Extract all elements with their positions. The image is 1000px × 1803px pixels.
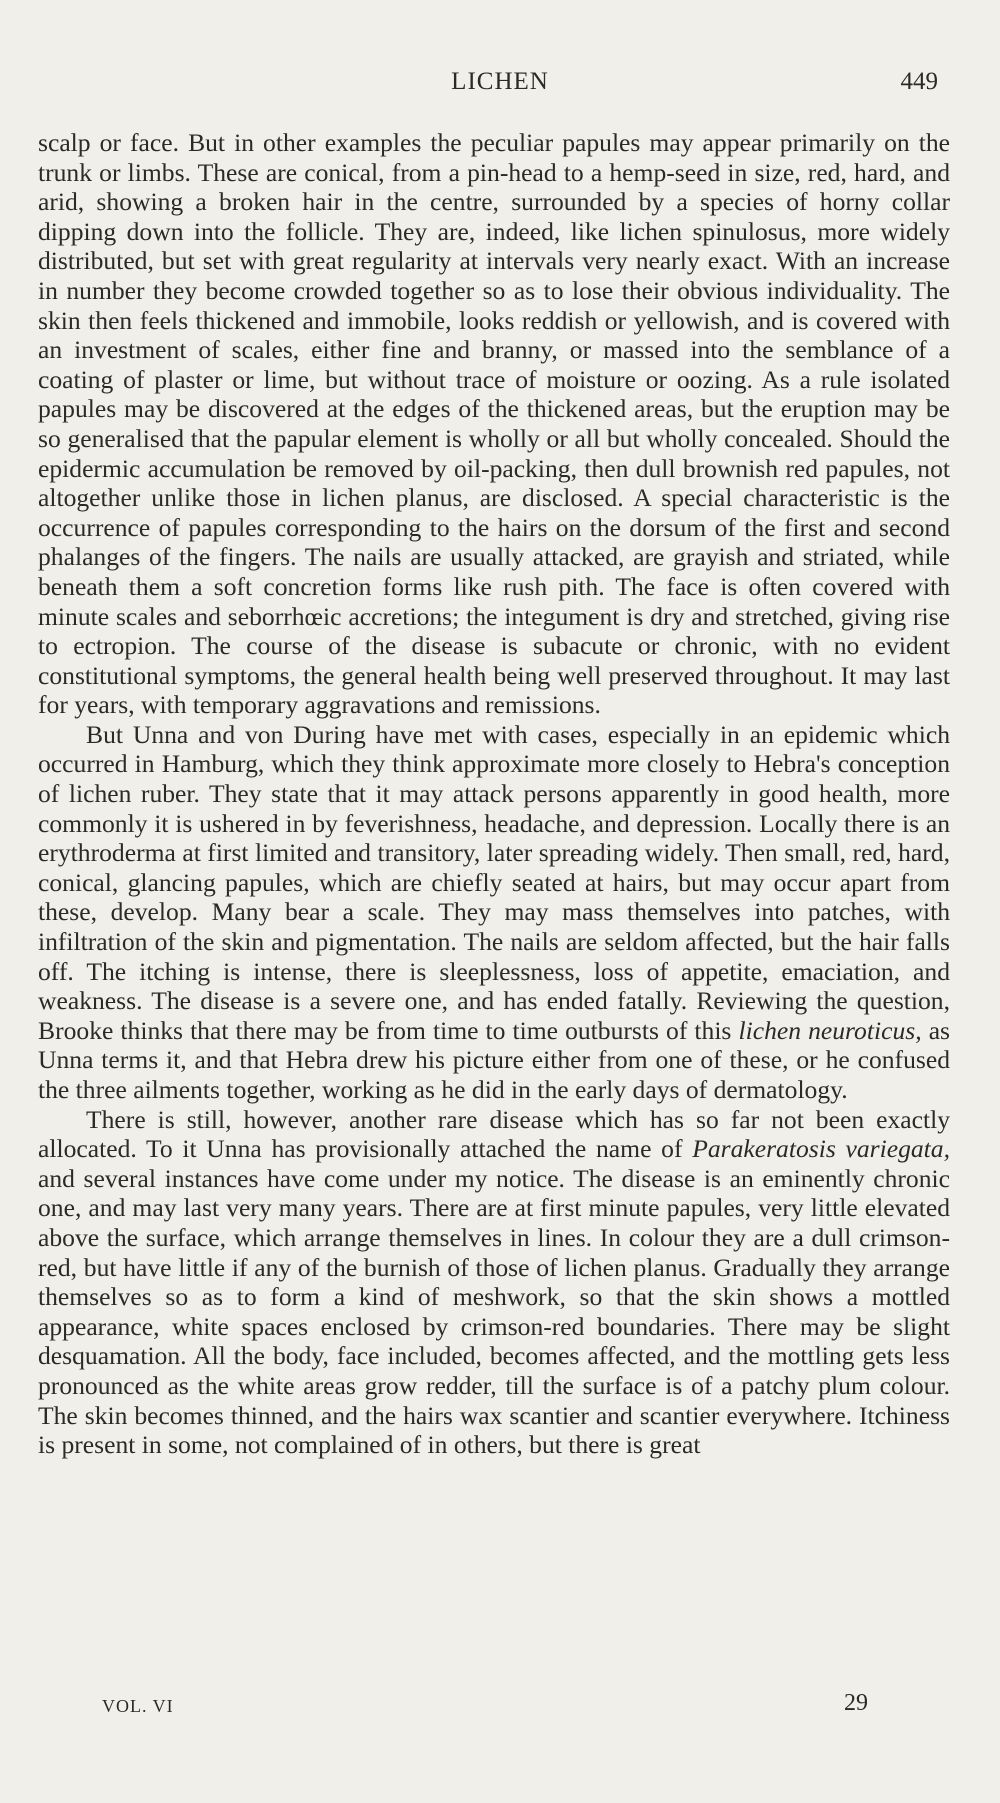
paragraph	[38, 720, 950, 1105]
running-title: LICHEN	[451, 68, 549, 95]
signature-mark: 29	[844, 1690, 868, 1716]
text-run: There is still, however, another rare disease which has so far not been exactly allocated. To it Unna has provisionally attached the name of	[38, 1104, 950, 1164]
text-run: as Unna terms it, and that Hebra drew his picture either from one of these, or he confused the three ailments together, working as he did in the early days of dermatology.	[38, 1015, 951, 1104]
volume-label: VOL. VI	[102, 1696, 174, 1716]
running-head	[0, 68, 1000, 104]
paragraph	[38, 128, 950, 720]
page-footer	[0, 1690, 1000, 1720]
page-number: 449	[900, 68, 938, 95]
text-run: and several instances have come under my notice. The disease is an eminently chronic one, and may last very many years. There are at first minute papules, very little elevated above the surface, which arrange themselves in lines. In colour they are a dull crimson-red, but have little if any of the burnish of those of lichen planus. Gradually they arrange themselves so as to form a kind of meshwork, so that the skin shows a mottled appearance, white spaces enclosed by crimson-red boundaries. There may be slight desquamation. All the body, face included, becomes affected, and the mottling gets less pronounced as the white areas grow redder, till the surface is of a patchy plum colour. The skin becomes thinned, and the hairs wax scantier and scantier everywhere. Itchiness is present in some, not complained of in others, but there is great	[38, 1163, 950, 1460]
text-run: scalp or face. But in other examples the peculiar papules may appear primarily on the trunk or limbs. These are conical, from a pin-head to a hemp-seed in size, red, hard, and arid, showing a broken hair in the centre, surrounded by a species of horny collar dipping down into the follicle. They are, indeed, like lichen spinulosus, more widely distributed, but set with great regularity at intervals very nearly exact. With an increase in number they become crowded together so as to lose their obvious individuality. The skin then feels thickened and immobile, looks reddish or yellowish, and is covered with an investment of scales, either fine and branny, or massed into the semblance of a coating of plaster or lime, but without trace of moisture or oozing. As a rule isolated papules may be discovered at the edges of the thickened areas, but the eruption may be so generalised that the papular element is wholly or all but wholly concealed. Should the epidermic accumulation be removed by oil-packing, then dull brownish red papules, not altogether unlike those in lichen planus, are disclosed. A special characteristic is the occurrence of papules corresponding to the hairs on the dorsum of the first and second phalanges of the fingers. The nails are usually attacked, are grayish and striated, while beneath them a soft concretion forms like rush pith. The face is often covered with minute scales and seborrhœic accretions; the integument is dry and stretched, giving rise to ectropion. The course of the disease is subacute or chronic, with no evident constitutional symptoms, the general health being well preserved throughout. It may last for years, with temporary aggravations and remissions.	[38, 128, 950, 720]
text-run: But Unna and von During have met with cases, especially in an epidemic which occurred in Hamburg, which they think approximate more closely to Hebra's conception of lichen ruber. They state that it may attack persons apparently in good health, more commonly it is ushered in by feverishness, headache, and depression. Locally there is an erythroderma at first limited and transitory, later spreading widely. Then small, red, hard, conical, glancing papules, which are chiefly seated at hairs, but may occur apart from these, develop. Many bear a scale. They may mass themselves into patches, with infiltration of the skin and pigmentation. The nails are seldom affected, but the hair falls off. The itching is intense, there is sleeplessness, loss of appetite, emaciation, and weakness. The disease is a severe one, and has ended fatally. Reviewing the question, Brooke thinks that there may be from time to time outbursts of this	[38, 719, 950, 1045]
italic-term: lichen neuroticus,	[738, 1015, 922, 1045]
paragraph	[38, 1105, 950, 1460]
italic-term: Parakeratosis variegata,	[692, 1134, 950, 1164]
body-text	[38, 128, 950, 1460]
